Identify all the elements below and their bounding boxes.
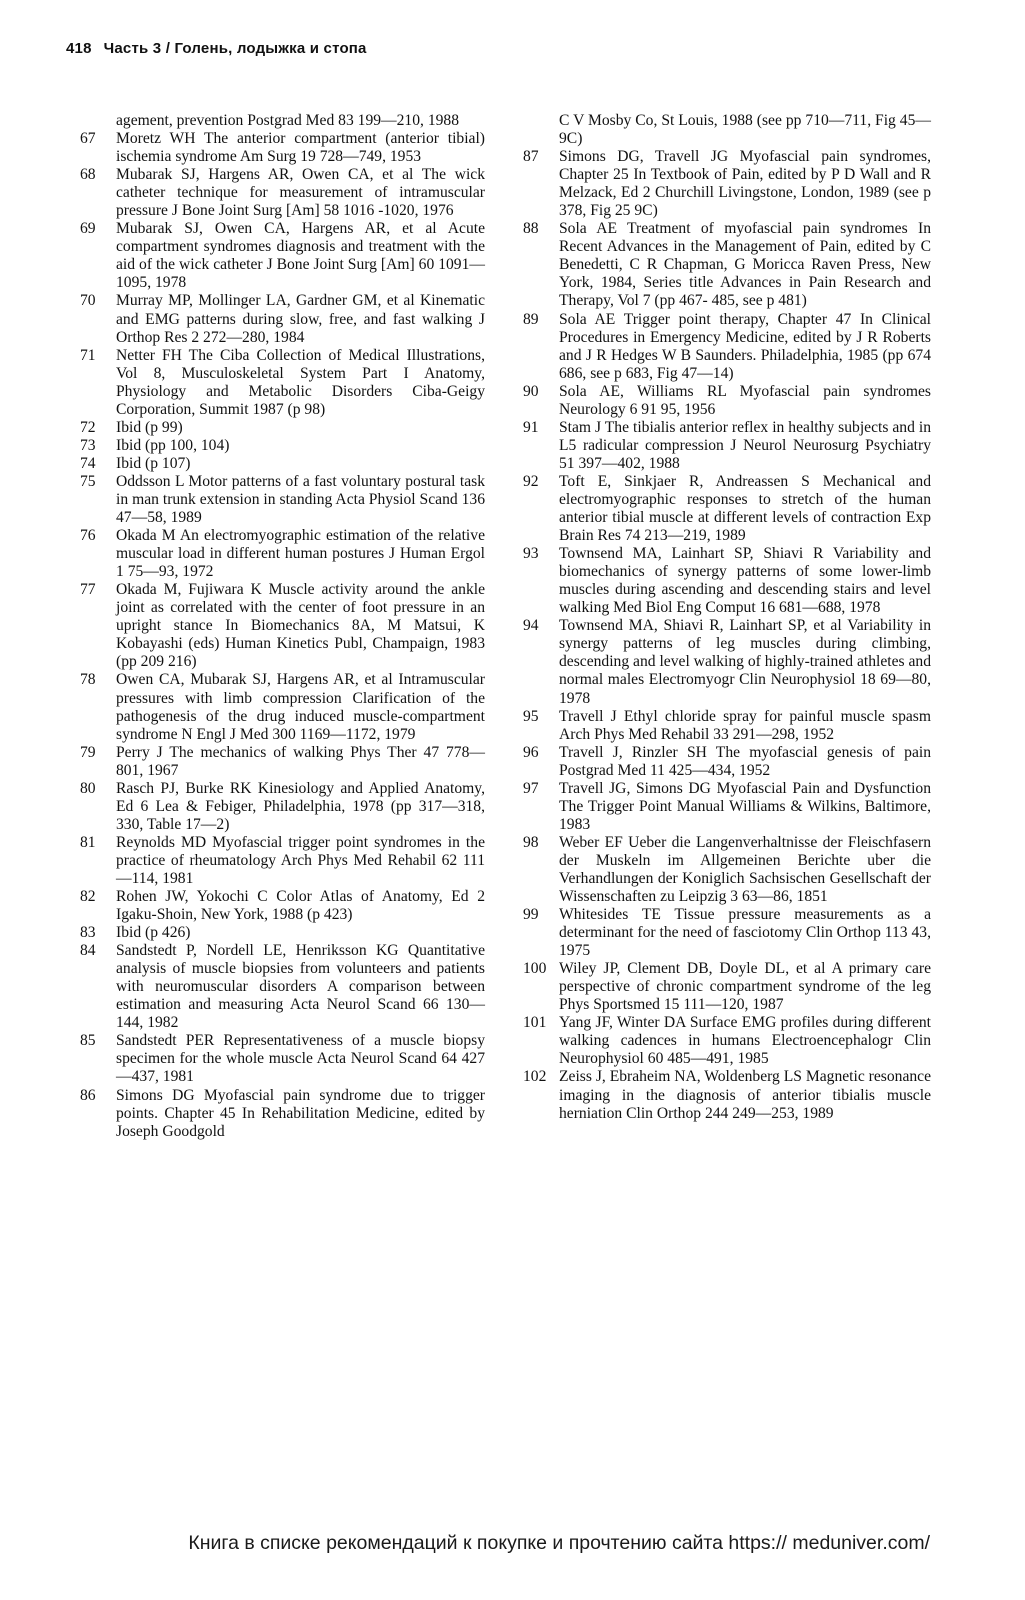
reference-text: Toft E, Sinkjaer R, Andreassen S Mechanical and electromyographic responses to stretch of the human anterior tibial muscle at different levels of contraction Exp Brain Res 74 213—219, 1989 — [559, 472, 931, 545]
reference-text: Travell J, Rinzler SH The myofascial genesis of pain Postgrad Med 11 425—434, 1952 — [559, 743, 931, 779]
reference-item — [80, 581, 485, 671]
reference-number: 81 — [80, 833, 96, 851]
reference-item — [80, 473, 485, 527]
reference-text: Travell J Ethyl chloride spray for painful muscle spasm Arch Phys Med Rehabil 33 291—298, 1952 — [559, 707, 931, 743]
reference-text: Okada M, Fujiwara K Muscle activity around the ankle joint as correlated with the center of foot pressure in an upright stance In Biomechanics 8A, M Matsui, K Kobayashi (eds) Human Kinetics Publ, Champaign, 1983 (pp 209 216) — [116, 581, 485, 671]
reference-number: 79 — [80, 743, 96, 761]
reference-item — [80, 437, 485, 455]
reference-item — [80, 1032, 485, 1086]
reference-text: agement, prevention Postgrad Med 83 199—210, 1988 — [116, 112, 460, 129]
reference-item — [523, 383, 931, 419]
reference-item — [523, 780, 931, 834]
reference-item — [523, 617, 931, 707]
reference-text: Ibid (pp 100, 104) — [116, 436, 230, 454]
page-header — [66, 40, 367, 57]
reference-text: Mubarak SJ, Hargens AR, Owen CA, et al The wick catheter technique for measurement of intramuscular pressure J Bone Joint Surg [Am] 58 1016 -1020, 1976 — [116, 166, 485, 220]
reference-number: 68 — [80, 166, 96, 184]
reference-item — [523, 545, 931, 617]
reference-item — [523, 419, 931, 473]
reference-number: 72 — [80, 418, 96, 436]
reference-text: Netter FH The Ciba Collection of Medical Illustrations, Vol 8, Musculoskeletal System Part I Anatomy, Physiology and Metabolic Disorders Ciba-Geigy Corporation, Summit 1987 (p 98) — [116, 346, 485, 418]
reference-text: Townsend MA, Lainhart SP, Shiavi R Variability and biomechanics of synergy patterns of some lower-limb muscles during ascending and descending stairs and level walking Med Biol Eng Comput 16 681—688, 1978 — [559, 545, 931, 617]
reference-number: 100 — [523, 960, 547, 978]
reference-text: Oddsson L Motor patterns of a fast voluntary postural task in man trunk extension in standing Acta Physiol Scand 136 47—58, 1989 — [116, 472, 485, 527]
reference-item — [80, 527, 485, 581]
reference-text: Reynolds MD Myofascial trigger point syndromes in the practice of rheumatology Arch Phys Med Rehabil 62 111—114, 1981 — [116, 833, 485, 887]
reference-number: 101 — [523, 1014, 547, 1032]
reference-number: 80 — [80, 779, 96, 797]
reference-item — [80, 347, 485, 419]
reference-number: 95 — [523, 707, 539, 725]
reference-number: 75 — [80, 472, 96, 490]
reference-text: Rohen JW, Yokochi C Color Atlas of Anatomy, Ed 2 Igaku-Shoin, New York, 1988 (p 423) — [116, 888, 485, 924]
reference-item — [523, 744, 931, 780]
site-notice: Книга в списке рекомендаций к покупке и прочтению сайта https:// meduniver.com/ — [188, 1532, 930, 1554]
reference-item — [523, 220, 931, 310]
reference-number: 83 — [80, 924, 96, 942]
reference-number: 69 — [80, 220, 96, 238]
reference-number: 73 — [80, 436, 96, 454]
reference-text: Ibid (p 99) — [116, 418, 183, 436]
reference-item — [80, 220, 485, 292]
reference-text: Perry J The mechanics of walking Phys Ther 47 778—801, 1967 — [116, 743, 485, 779]
reference-item — [80, 942, 485, 1032]
reference-number: 74 — [80, 454, 96, 472]
right-reference-column — [523, 112, 931, 1123]
reference-text: Sandstedt PER Representativeness of a muscle biopsy specimen for the whole muscle Acta Neurol Scand 64 427—437, 1981 — [116, 1032, 485, 1086]
reference-item — [523, 311, 931, 383]
reference-item — [80, 888, 485, 924]
reference-item — [80, 834, 485, 888]
reference-item — [523, 473, 931, 545]
reference-number: 88 — [523, 220, 539, 238]
reference-number: 94 — [523, 617, 539, 635]
reference-continuation — [523, 112, 931, 148]
reference-item — [523, 708, 931, 744]
reference-continuation — [80, 112, 485, 130]
reference-number: 92 — [523, 472, 539, 490]
reference-text: Sandstedt P, Nordell LE, Henriksson KG Quantitative analysis of muscle biopsies from volunteers and patients with neuromuscular disorders A comparison between estimation and measuring Acta Neurol Scand 66 130—144, 1982 — [116, 942, 485, 1032]
reference-text: Sola AE, Williams RL Myofascial pain syndromes Neurology 6 91 95, 1956 — [559, 382, 931, 418]
reference-number: 67 — [80, 130, 96, 148]
reference-text: Moretz WH The anterior compartment (anterior tibial) ischemia syndrome Am Surg 19 728—749, 1953 — [116, 130, 485, 166]
reference-text: Stam J The tibialis anterior reflex in healthy subjects and in L5 radicular compression J Neurol Neurosurg Psychiatry 51 397—402, 1988 — [559, 418, 931, 472]
reference-item — [80, 130, 485, 166]
reference-text: Wiley JP, Clement DB, Doyle DL, et al A primary care perspective of chronic compartment syndrome of the leg Phys Sportsmed 15 111—120, 1987 — [559, 960, 931, 1014]
reference-number: 70 — [80, 292, 96, 310]
reference-item — [80, 671, 485, 743]
reference-number: 85 — [80, 1032, 96, 1050]
reference-item — [523, 906, 931, 960]
reference-item — [80, 166, 485, 220]
reference-item — [523, 148, 931, 220]
reference-text: Simons DG, Travell JG Myofascial pain syndromes, Chapter 25 In Textbook of Pain, edited by P D Wall and R Melzack, Ed 2 Churchill Livingstone, London, 1989 (see p 378, Fig 25 9C) — [559, 148, 931, 220]
reference-text: Mubarak SJ, Owen CA, Hargens AR, et al Acute compartment syndromes diagnosis and treatment with the aid of the wick catheter J Bone Joint Surg [Am] 60 1091—1095, 1978 — [116, 220, 485, 292]
reference-item — [80, 744, 485, 780]
reference-text: Owen CA, Mubarak SJ, Hargens AR, et al Intramuscular pressures with limb compression Clarification of the pathogenesis of the drug induced muscle-compartment syndrome N Engl J Med 300 1169—1172, 1979 — [116, 671, 485, 743]
reference-number: 98 — [523, 833, 539, 851]
running-title: Часть 3 / Голень, лодыжка и стопа — [103, 40, 367, 57]
reference-number: 87 — [523, 148, 539, 166]
page-number: 418 — [66, 40, 92, 57]
reference-item — [523, 834, 931, 906]
reference-text: Ibid (p 107) — [116, 454, 191, 472]
reference-number: 99 — [523, 906, 539, 924]
reference-item — [80, 924, 485, 942]
reference-number: 86 — [80, 1086, 96, 1104]
reference-item — [80, 780, 485, 834]
reference-item — [80, 419, 485, 437]
reference-number: 71 — [80, 346, 96, 364]
left-reference-column — [80, 112, 485, 1141]
reference-number: 90 — [523, 382, 539, 400]
reference-number: 82 — [80, 888, 96, 906]
reference-item — [80, 455, 485, 473]
reference-item — [80, 292, 485, 346]
reference-text: Rasch PJ, Burke RK Kinesiology and Applied Anatomy, Ed 6 Lea & Febiger, Philadelphia, 1978 (pp 317—318, 330, Table 17—2) — [116, 779, 485, 833]
reference-number: 96 — [523, 743, 539, 761]
reference-text: C V Mosby Co, St Louis, 1988 (see pp 710—711, Fig 45—9C) — [559, 112, 931, 148]
reference-item — [523, 1068, 931, 1122]
reference-item — [80, 1087, 485, 1141]
reference-text: Zeiss J, Ebraheim NA, Woldenberg LS Magnetic resonance imaging in the diagnosis of anterior tibialis muscle herniation Clin Orthop 244 249—253, 1989 — [559, 1068, 931, 1122]
reference-text: Sola AE Treatment of myofascial pain syndromes In Recent Advances in the Management of Pain, edited by C Benedetti, C R Chapman, G Moricca Raven Press, New York, 1984, Series title Advances in Pain Research and Therapy, Vol 7 (pp 467- 485, see p 481) — [559, 220, 931, 310]
reference-text: Murray MP, Mollinger LA, Gardner GM, et al Kinematic and EMG patterns during slow, free, and fast walking J Orthop Res 2 272—280, 1984 — [116, 292, 485, 346]
reference-text: Simons DG Myofascial pain syndrome due to trigger points. Chapter 45 In Rehabilitation Medicine, edited by Joseph Goodgold — [116, 1086, 485, 1140]
reference-number: 102 — [523, 1068, 547, 1086]
reference-text: Yang JF, Winter DA Surface EMG profiles during different walking cadences in humans Electroencephalogr Clin Neurophysiol 60 485—491, 1985 — [559, 1014, 931, 1068]
reference-text: Ibid (p 426) — [116, 924, 191, 942]
reference-number: 97 — [523, 779, 539, 797]
reference-number: 78 — [80, 671, 96, 689]
reference-number: 77 — [80, 581, 96, 599]
reference-number: 84 — [80, 942, 96, 960]
reference-text: Townsend MA, Shiavi R, Lainhart SP, et al Variability in synergy patterns of leg muscles during climbing, descending and level walking of highly-trained athletes and normal males Electromyogr Clin Neurophysiol 18 69—80, 1978 — [559, 617, 931, 707]
reference-number: 93 — [523, 545, 539, 563]
reference-text: Travell JG, Simons DG Myofascial Pain and Dysfunction The Trigger Point Manual Williams & Wilkins, Baltimore, 1983 — [559, 779, 931, 833]
reference-text: Weber EF Ueber die Langenverhaltnisse der Fleischfasern der Muskeln im Allgemeinen Berichte uber die Verhandlungen der Koniglich Sachsischen Gesellschaft der Wissenschaften zu Leipzig 3 63—86, 1851 — [559, 833, 931, 906]
reference-item — [523, 960, 931, 1014]
reference-text: Sola AE Trigger point therapy, Chapter 47 In Clinical Procedures in Emergency Medicine, edited by J R Roberts and J R Hedges W B Saunders. Philadelphia, 1985 (pp 674 686, see p 683, Fig 47—14) — [559, 310, 931, 382]
reference-text: Okada M An electromyographic estimation of the relative muscular load in different human postures J Human Ergol 1 75—93, 1972 — [116, 527, 485, 581]
reference-number: 91 — [523, 418, 539, 436]
reference-number: 76 — [80, 527, 96, 545]
reference-item — [523, 1014, 931, 1068]
reference-number: 89 — [523, 310, 539, 328]
reference-text: Whitesides TE Tissue pressure measurements as a determinant for the need of fasciotomy Clin Orthop 113 43, 1975 — [559, 906, 931, 960]
